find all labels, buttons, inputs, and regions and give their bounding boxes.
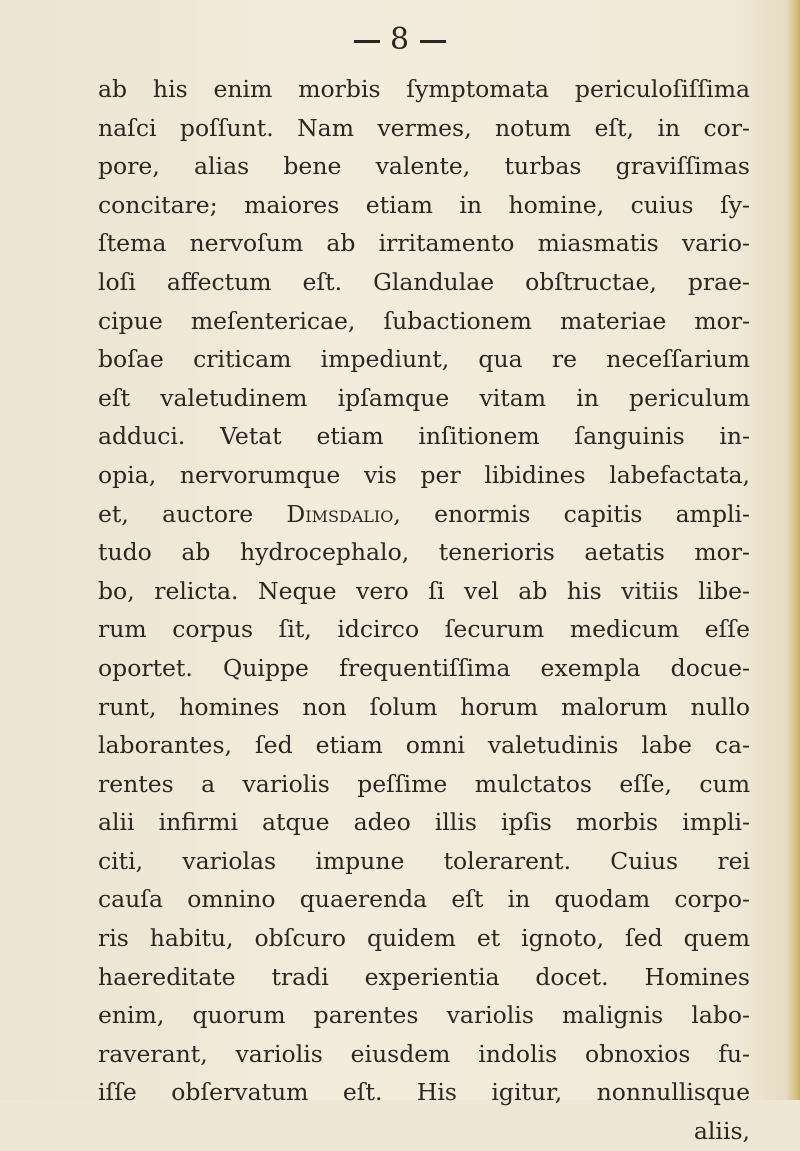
- text-line-7: cipue meſentericae, ſubactionem materiae mor-: [98, 306, 750, 335]
- text-line-12-end: , enormis capitis ampli-: [393, 499, 750, 528]
- text-line-24: haereditate tradi experientia docet. Homines: [98, 962, 750, 991]
- text-line-17: runt, homines non ſolum horum malorum nullo: [98, 692, 750, 721]
- text-line-2: naſci poſſunt. Nam vermes, notum eſt, in cor-: [98, 113, 750, 142]
- header-dash-left: [354, 40, 380, 43]
- text-line-13: tudo ab hydrocephalo, tenerioris aetatis mor-: [98, 538, 750, 567]
- text-line-10: adduci. Vetat etiam inſitionem ſanguinis in-: [98, 422, 750, 451]
- catchword: aliis,: [693, 1117, 750, 1146]
- text-line-8: boſae criticam impediunt, qua re neceſſarium: [98, 345, 750, 374]
- text-line-3: pore, alias bene valente, turbas graviſſimas: [98, 152, 750, 181]
- text-line-6: loſi affectum eſt. Glandulae obſtructae, prae-: [98, 267, 750, 296]
- header-dash-right: [420, 40, 446, 43]
- text-line-27: iſſe obſervatum eſt. His igitur, nonnullisque: [98, 1078, 750, 1107]
- text-line-19: rentes a variolis peſſime mulctatos eſſe, cum: [98, 769, 750, 798]
- text-line-22: cauſa omnino quaerenda eſt in quodam corpo-: [98, 885, 750, 914]
- text-line-23: ris habitu, obſcuro quidem et ignoto, ſed quem: [98, 924, 750, 953]
- text-line-18: laborantes, ſed etiam omni valetudinis labe ca-: [98, 731, 750, 760]
- body-text: [98, 70, 750, 1151]
- page-edge: [786, 0, 800, 1100]
- text-line-16: oportet. Quippe frequentiſſima exempla docue-: [98, 653, 750, 682]
- page-number: 8: [389, 22, 411, 57]
- text-line-1: ab his enim morbis ſymptomata periculoſiſſima: [98, 75, 750, 103]
- text-line-21: citi, variolas impune tolerarent. Cuius rei: [98, 846, 750, 875]
- text-line-12-start: et, auctore: [98, 499, 287, 528]
- text-line-14: bo, relicta. Neque vero ſi vel ab his vitiis libe-: [98, 576, 750, 605]
- text-line-12: [98, 495, 750, 534]
- text-line-15: rum corpus ſit, idcirco ſecurum medicum eſſe: [98, 615, 750, 644]
- page-header: [0, 22, 800, 57]
- text-line-20: alii infirmi atque adeo illis ipſis morbis impli-: [98, 808, 750, 837]
- text-line-5: ſtema nervoſum ab irritamento miasmatis vario-: [98, 229, 750, 258]
- text-line-26: raverant, variolis eiusdem indolis obnoxios fu-: [98, 1039, 750, 1068]
- text-line-11: opia, nervorumque vis per libidines labefactata,: [98, 460, 750, 489]
- text-line-4: concitare; maiores etiam in homine, cuius ſy-: [98, 190, 750, 219]
- author-name: Dimsdalio: [286, 499, 394, 528]
- text-line-25: enim, quorum parentes variolis malignis labo-: [98, 1001, 750, 1030]
- text-line-9: eſt valetudinem ipſamque vitam in periculum: [98, 383, 750, 412]
